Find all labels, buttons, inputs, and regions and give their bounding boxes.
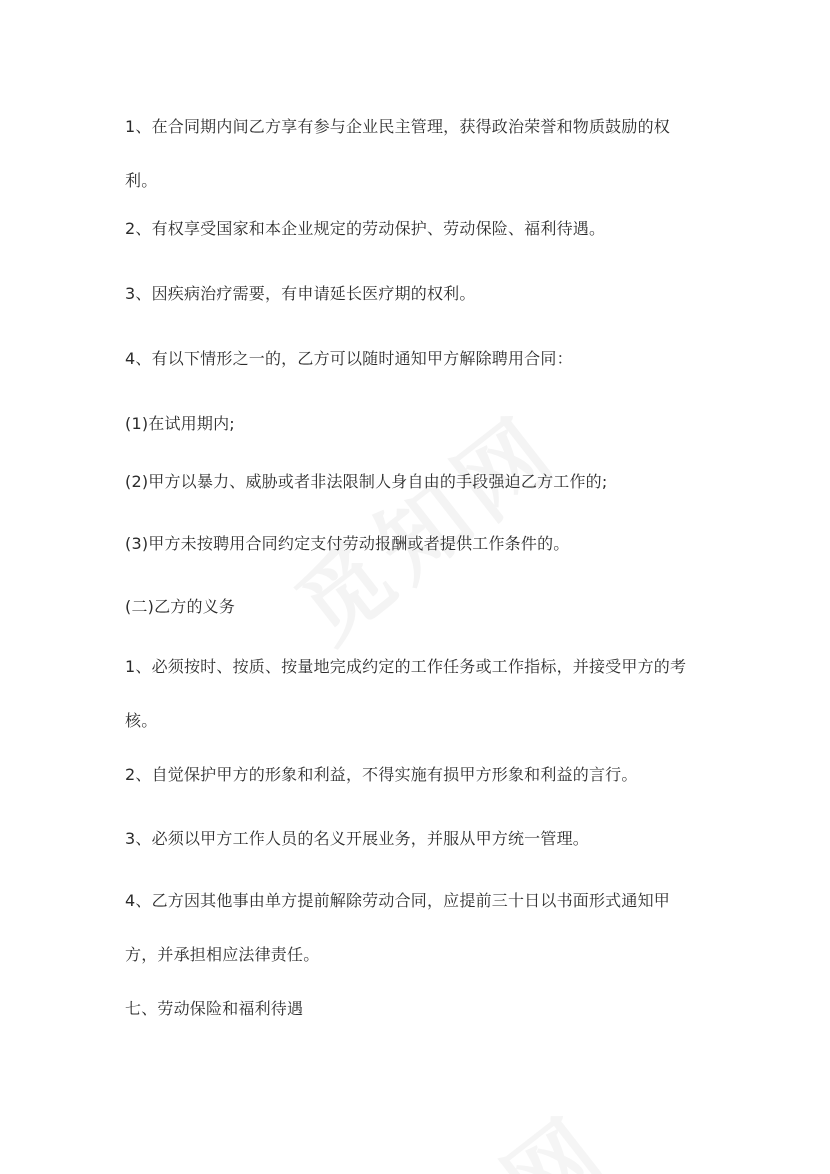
paragraph-obligation-3: 3、必须以甲方工作人员的名义开展业务，并服从甲方统一管理。 [125,829,589,848]
paragraph-case-2: (2)甲方以暴力、威胁或者非法限制人身自由的手段强迫乙方工作的; [125,472,608,491]
paragraph-case-1: (1)在试用期内; [125,414,235,433]
paragraph-rights-2: 2、有权享受国家和本企业规定的劳动保护、劳动保险、福利待遇。 [125,219,606,238]
section-heading-insurance: 七、劳动保险和福利待遇 [125,999,304,1018]
paragraph-rights-1: 1、在合同期内间乙方享有参与企业民主管理，获得政治荣誉和物质鼓励的权利。 [125,117,670,190]
paragraph-rights-4: 4、有以下情形之一的，乙方可以随时通知甲方解除聘用合同： [125,349,573,368]
paragraph-obligation-4: 4、乙方因其他事由单方提前解除劳动合同，应提前三十日以书面形式通知甲方，并承担相应法律责任。 [125,891,670,964]
paragraph-obligation-2: 2、自觉保护甲方的形象和利益，不得实施有损甲方形象和利益的言行。 [125,765,638,784]
section-heading-obligations: (二)乙方的义务 [125,597,236,616]
paragraph-rights-3: 3、因疾病治疗需要，有申请延长医疗期的权利。 [125,284,476,303]
paragraph-obligation-1: 1、必须按时、按质、按量地完成约定的工作任务或工作指标，并接受甲方的考核。 [125,657,687,730]
paragraph-case-3: (3)甲方未按聘用合同约定支付劳动报酬或者提供工作条件的。 [125,534,570,553]
